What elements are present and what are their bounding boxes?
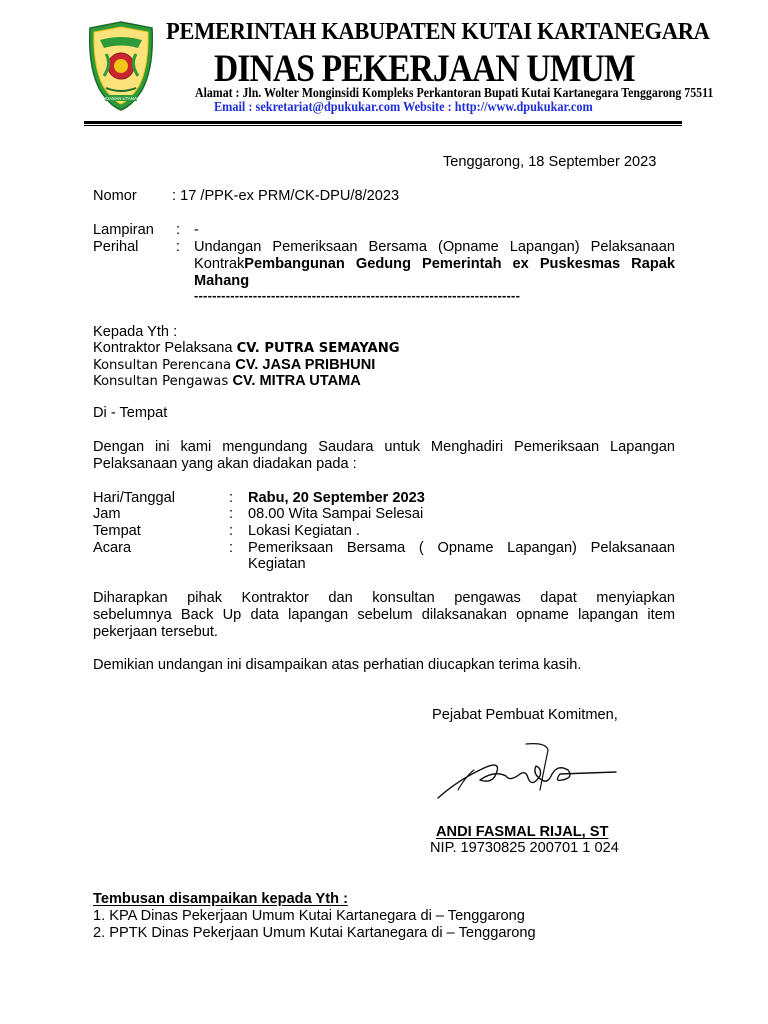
place-date: Tenggarong, 18 September 2023 (443, 154, 657, 170)
lampiran-colon: : (176, 222, 181, 238)
kutai-kartanegara-emblem (86, 20, 156, 112)
recipient-company: CV. PUTRA SEMAYANG (236, 341, 400, 356)
recipient-item (93, 357, 375, 373)
body-line-2: sebelumnya Back Up data lapangan sebelum dilaksanakan opname lapangan item (93, 607, 675, 623)
perihal-rule: ------------------------------------------------------------------------ (194, 288, 521, 303)
recipient-role: Konsultan Perencana (93, 358, 236, 373)
schedule-value-time: 08.00 Wita Sampai Selesai (248, 506, 424, 522)
perihal-line-1: Undangan Pemeriksaan Bersama (Opname Lapangan) Pelaksanaan (194, 239, 675, 255)
recipient-company: CV. JASA PRIBHUNI (235, 357, 376, 373)
perihal-prefix: Kontrak (194, 256, 245, 272)
recipient-item (93, 373, 361, 389)
recipient-item (93, 340, 400, 356)
di-tempat: Di - Tempat (93, 405, 168, 421)
cc-heading: Tembusan disampaikan kepada Yth : (93, 891, 348, 907)
schedule-label: Acara (93, 540, 132, 556)
body-line-1: Diharapkan pihak Kontraktor dan konsultan pengawas dapat menyiapkan (93, 590, 675, 606)
intro-line-2: Pelaksanaan yang akan diadakan pada : (93, 456, 357, 472)
intro-line-1: Dengan ini kami mengundang Saudara untuk Menghadiri Pemeriksaan Lapangan (93, 439, 675, 455)
schedule-value-event: Pemeriksaan Bersama ( Opname Lapangan) Pelaksanaan (248, 540, 675, 556)
perihal-project-title-cont: Mahang (194, 273, 250, 289)
perihal-label: Perihal (93, 239, 139, 255)
schedule-label: Jam (93, 506, 121, 522)
closing-sentence: Demikian undangan ini disampaikan atas perhatian diucapkan terima kasih. (93, 657, 582, 673)
nomor-label: Nomor (93, 188, 137, 204)
perihal-line-2 (194, 256, 675, 272)
letterhead-divider-thin (84, 125, 682, 126)
signatory-name: ANDI FASMAL RIJAL, ST (436, 824, 609, 840)
lampiran-label: Lampiran (93, 222, 154, 238)
schedule-colon: : (229, 506, 234, 522)
nomor-value: : 17 /PPK-ex PRM/CK-DPU/8/2023 (172, 188, 400, 204)
signatory-nip: NIP. 19730825 200701 1 024 (430, 840, 619, 856)
schedule-value-date: Rabu, 20 September 2023 (248, 490, 425, 506)
letterhead-contact: Email : sekretariat@dpukukar.com Website : http://www.dpukukar.com (214, 99, 593, 114)
svg-text:IDAMAN UTAMA: IDAMAN UTAMA (105, 96, 137, 101)
letterhead-divider (84, 121, 682, 124)
lampiran-value: - (194, 222, 199, 238)
schedule-colon: : (229, 540, 234, 556)
handwritten-signature (436, 740, 620, 804)
letterhead-department-name: DINAS PEKERJAAN UMUM (214, 47, 635, 90)
schedule-value-place: Lokasi Kegiatan . (248, 523, 360, 539)
letterhead-government-name: PEMERINTAH KABUPATEN KUTAI KARTANEGARA (166, 18, 710, 45)
recipient-company: CV. MITRA UTAMA (232, 373, 361, 389)
letterhead-address: Alamat : Jln. Wolter Monginsidi Kompleks Perkantoran Bupati Kutai Kartanegara Tenggarong 75511 (195, 85, 714, 100)
schedule-colon: : (229, 490, 234, 506)
cc-item: 1. KPA Dinas Pekerjaan Umum Kutai Kartanegara di – Tenggarong (93, 908, 525, 924)
body-line-3: pekerjaan tersebut. (93, 624, 218, 640)
perihal-project-title: Pembangunan Gedung Pemerintah ex Puskesmas Rapak (244, 256, 675, 272)
schedule-label: Tempat (93, 523, 141, 539)
schedule-value-event-cont: Kegiatan (248, 556, 306, 572)
recipient-role: Kontraktor Pelaksana (93, 340, 237, 356)
signatory-title: Pejabat Pembuat Komitmen, (432, 707, 618, 723)
recipient-heading: Kepada Yth : (93, 324, 178, 340)
perihal-colon: : (176, 239, 181, 255)
cc-item: 2. PPTK Dinas Pekerjaan Umum Kutai Kartanegara di – Tenggarong (93, 925, 536, 941)
schedule-label: Hari/Tanggal (93, 490, 175, 506)
schedule-colon: : (229, 523, 234, 539)
recipient-role: Konsultan Pengawas (93, 374, 233, 389)
